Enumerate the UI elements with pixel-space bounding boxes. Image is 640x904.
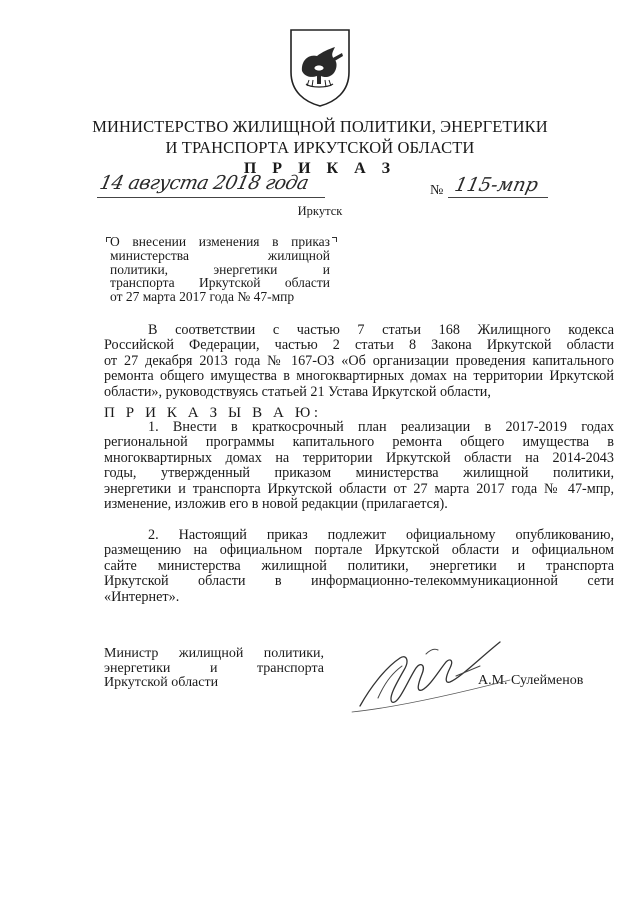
item-1-paragraph xyxy=(104,420,614,512)
paragraph-line: изменение, изложив его в новой редакции (прилагается). xyxy=(104,495,448,512)
order-directive-heading: П Р И К А З Ы В А Ю: xyxy=(104,405,322,421)
number-sign: № xyxy=(430,183,444,198)
paragraph-line: Российской Федерации, частью 2 статьи 8 Закона Иркутской области xyxy=(104,337,614,354)
ministry-title-line-2: И ТРАНСПОРТА ИРКУТСКОЙ ОБЛАСТИ xyxy=(165,138,475,157)
subject-block xyxy=(110,235,330,304)
signatory-line: Иркутской области xyxy=(104,675,219,690)
coat-of-arms-emblem xyxy=(289,28,351,108)
paragraph-line: В соответствии с частью 7 статьи 168 Жилищного кодекса xyxy=(148,322,614,338)
paragraph-line: ремонта общего имущества в многоквартирных домах на территории Иркутской xyxy=(104,368,614,385)
paragraph-line: сайте министерства жилищной политики, энергетики и транспорта xyxy=(104,557,614,574)
document-type-heading: П Р И К А З xyxy=(243,160,397,177)
paragraph-line: энергетики и транспорта Иркутской области от 27 марта 2017 года № 47-мпр, xyxy=(104,480,614,497)
paragraph-line: 1. Внести в краткосрочный план реализации в 2017-2019 годах xyxy=(148,419,614,435)
subject-line: от 27 марта 2017 года № 47-мпр xyxy=(110,289,295,305)
paragraph-line: многоквартирных домах на территории Иркутской области на 2014-2043 xyxy=(104,449,614,466)
ministry-title-line-1: МИНИСТЕРСТВО ЖИЛИЩНОЙ ПОЛИТИКИ, ЭНЕРГЕТИКИ xyxy=(92,117,548,136)
subject-line: транспорта Иркутской области xyxy=(110,275,330,291)
handwritten-date: 14 августа 2018 года xyxy=(97,172,311,194)
signatory-line: энергетики и транспорта xyxy=(104,660,324,676)
signatory-name: А.М. Сулейменов xyxy=(478,673,584,688)
subject-line: министерства жилищной xyxy=(110,247,330,263)
city-label: Иркутск xyxy=(297,204,343,218)
paragraph-line: «Интернет». xyxy=(104,588,180,605)
date-underline xyxy=(97,197,325,198)
paragraph-line: от 27 декабря 2013 года № 167-ОЗ «Об организации проведения капитального xyxy=(104,352,614,369)
item-2-paragraph xyxy=(104,528,614,605)
number-underline xyxy=(448,197,548,198)
paragraph-line: Иркутской области в информационно-телекоммуникационной сети xyxy=(104,573,614,590)
paragraph-line: области», руководствуясь статьей 21 Устава Иркутской области, xyxy=(104,383,491,400)
subject-line: О внесении изменения в приказ xyxy=(110,234,330,249)
paragraph-line: годы, утвержденный приказом министерства жилищной политики, xyxy=(104,465,614,482)
signatory-position xyxy=(104,647,324,691)
preamble-paragraph xyxy=(104,323,614,400)
paragraph-line: региональной программы капитального ремонта общего имущества в xyxy=(104,434,614,451)
subject-bracket-right xyxy=(332,237,337,242)
subject-line: политики, энергетики и xyxy=(110,261,330,277)
paragraph-line: размещению на официальном портале Иркутской области и официальном xyxy=(104,542,614,559)
signatory-line: Министр жилищной политики, xyxy=(104,646,324,661)
handwritten-number: 115-мпр xyxy=(452,174,541,196)
paragraph-line: 2. Настоящий приказ подлежит официальному опубликованию, xyxy=(148,527,614,543)
